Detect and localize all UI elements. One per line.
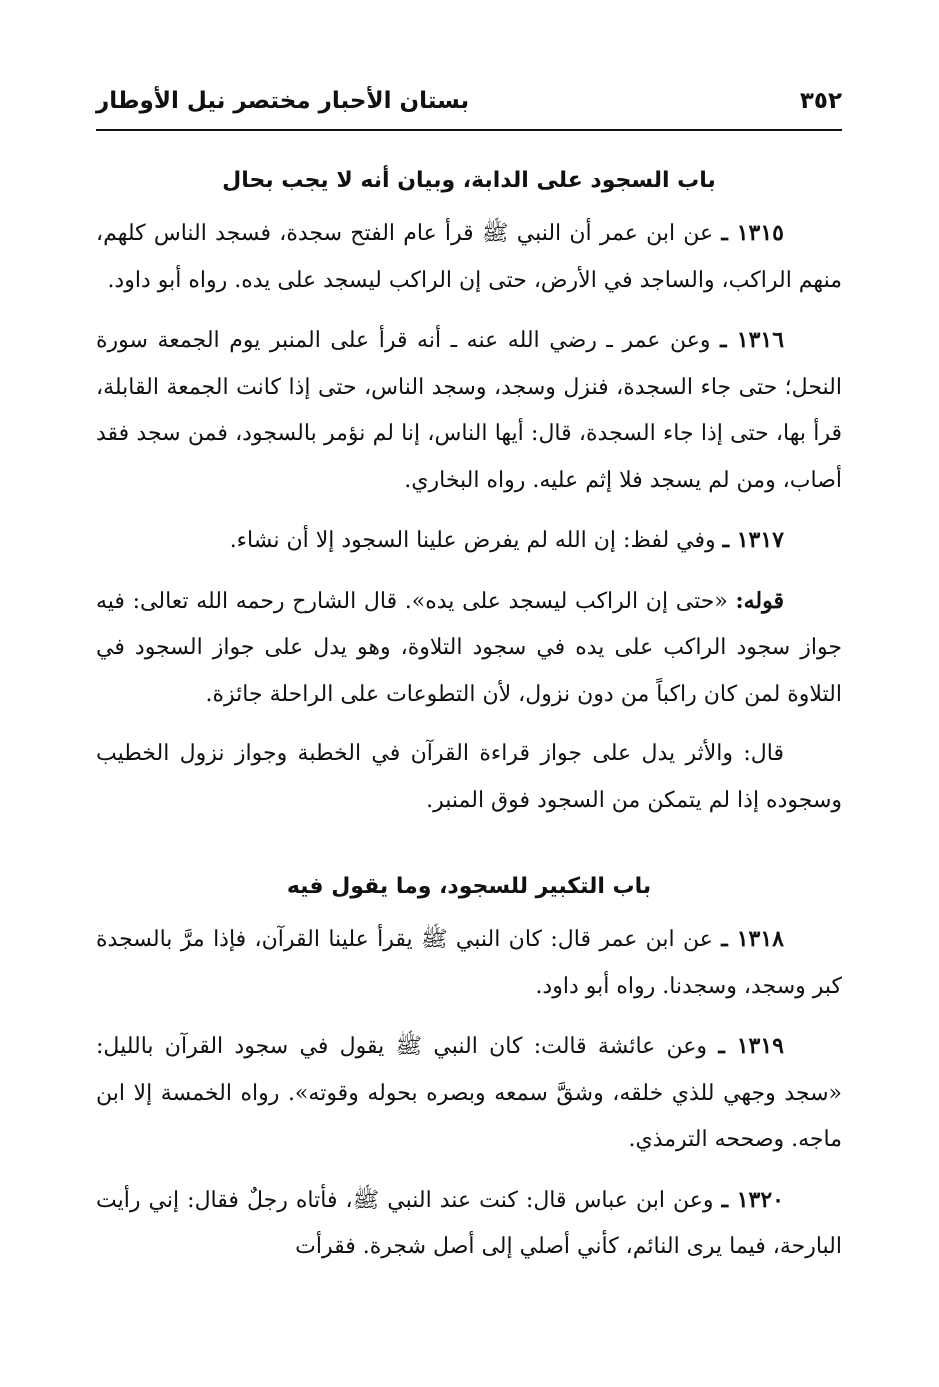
hadith-text: وعن عائشة قالت: كان النبي ﷺ يقول في سجود القرآن بالليل: «سجد وجهي للذي خلقه، وشقَّ سمعه وبصره بحوله وقوته». رواه الخمسة إلا ابن ماجه. وصححه الترمذي. [96, 1034, 842, 1152]
page-header [96, 80, 842, 122]
hadith-number: ١٣١٩ ـ [718, 1033, 784, 1059]
header-divider [96, 129, 842, 131]
hadith-number: ١٣١٨ ـ [721, 926, 784, 952]
hadith-text: وعن ابن عباس قال: كنت عند النبي ﷺ، فأتاه رجلٌ فقال: إني رأيت البارحة، فيما يرى النائم، كأني أصلي إلى أصل شجرة. فقرأت [96, 1187, 842, 1259]
hadith-1319 [96, 1023, 842, 1164]
hadith-text: عن ابن عمر قال: كان النبي ﷺ يقرأ علينا القرآن، فإذا مرَّ بالسجدة كبر وسجد، وسجدنا. رواه أبو داود. [96, 927, 842, 999]
hadith-number: ١٣١٦ ـ [720, 327, 785, 353]
commentary-paragraph [96, 578, 842, 719]
hadith-1318 [96, 916, 842, 1010]
hadith-text: وفي لفظ: إن الله لم يفرض علينا السجود إلا أن نشاء. [229, 528, 723, 553]
hadith-1317 [96, 517, 842, 565]
hadith-number: ١٣١٥ ـ [721, 220, 784, 246]
hadith-number: ١٣٢٠ ـ [721, 1186, 784, 1213]
book-title: بستان الأحبار مختصر نيل الأوطار [96, 88, 470, 114]
commentary-text: «حتى إن الراكب ليسجد على يده». قال الشارح رحمه الله تعالى: فيه جواز سجود الراكب على يده في سجود التلاوة، وهو يدل على جواز السجود في التلاوة لمن كان راكباً من دون نزول، لأن التطوعات على الراحلة جائزة. [96, 588, 842, 707]
hadith-1316 [96, 317, 842, 504]
hadith-text: عن ابن عمر أن النبي ﷺ قرأ عام الفتح سجدة، فسجد الناس كلهم، منهم الراكب، والساجد في الأرض، حتى إن الراكب ليسجد على يده. رواه أبو داود. [96, 221, 842, 293]
chapter-heading-prostration-on-mount: باب السجود على الدابة، وبيان أنه لا يجب بحال [222, 168, 716, 193]
commentary-label: قوله: [735, 587, 784, 614]
hadith-1315 [96, 210, 842, 304]
hadith-1320 [96, 1177, 842, 1271]
hadith-text: وعن عمر ـ رضي الله عنه ـ أنه قرأ على المنبر يوم الجمعة سورة النحل؛ حتى جاء السجدة، فنزل وسجد، وسجد الناس، حتى إذا كانت الجمعة القابلة، قرأ بها، حتى إذا جاء السجدة، قال: أيها الناس، إنا لم نؤمر بالسجود، فمن سجد فقد أصاب، ومن لم يسجد فلا إثم عليه. رواه البخاري. [96, 328, 842, 493]
chapter-heading-takbir-for-prostration: باب التكبير للسجود، وما يقول فيه [286, 874, 652, 899]
hadith-number: ١٣١٧ ـ [722, 527, 784, 553]
page-content [96, 158, 842, 1284]
commentary-note [96, 731, 842, 824]
page-number: ٣٥٢ [799, 88, 842, 114]
note-text: قال: والأثر يدل على جواز قراءة القرآن في الخطبة وجواز نزول الخطيب وسجوده إذا لم يتمكن من السجود فوق المنبر. [96, 741, 842, 813]
